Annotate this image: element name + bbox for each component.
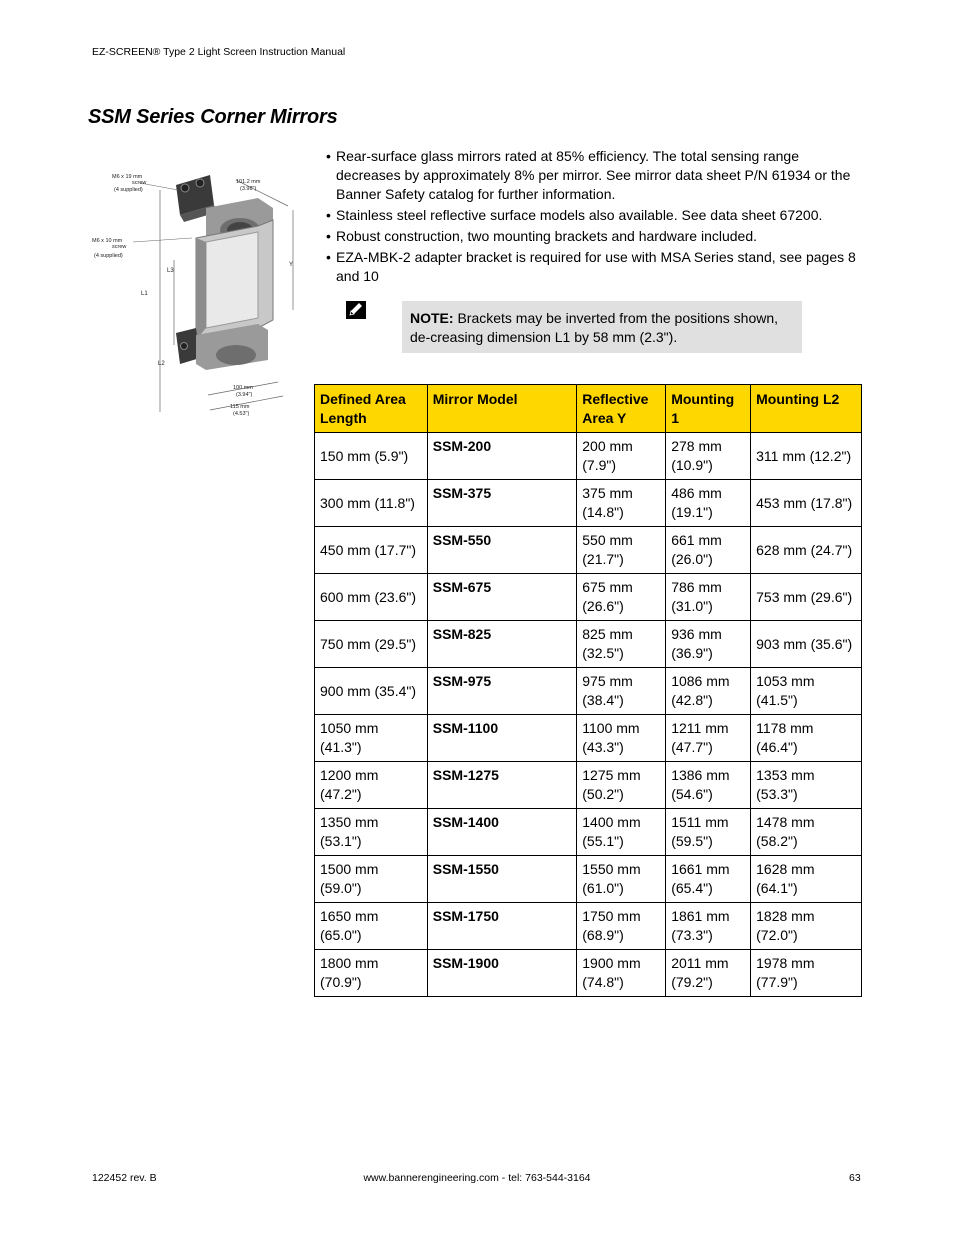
table-row [315, 762, 862, 809]
cell-reflective-area: 375 mm (14.8") [577, 480, 666, 527]
label-l1: L1 [141, 291, 148, 297]
label-l2: L2 [158, 361, 165, 367]
cell-mirror-model: SSM-375 [427, 480, 577, 527]
label-width-bottom-a-2: (3.94") [236, 392, 253, 398]
cell-reflective-area: 200 mm (7.9") [577, 433, 666, 480]
cell-mounting-1: 786 mm (31.0") [666, 574, 751, 621]
label-width-bottom-a-1: 100 mm [233, 385, 253, 391]
cell-mounting-1: 1511 mm (59.5") [666, 809, 751, 856]
cell-mounting-l2: 1828 mm (72.0") [751, 903, 862, 950]
cell-mirror-model: SSM-1900 [427, 950, 577, 997]
cell-reflective-area: 825 mm (32.5") [577, 621, 666, 668]
cell-reflective-area: 1900 mm (74.8") [577, 950, 666, 997]
pencil-icon [345, 300, 367, 322]
col-header-mirror-model: Mirror Model [427, 385, 577, 433]
label-width-top-1: 101.2 mm [236, 179, 261, 185]
cell-mounting-1: 1386 mm (54.6") [666, 762, 751, 809]
cell-mounting-1: 1861 mm (73.3") [666, 903, 751, 950]
cell-reflective-area: 1275 mm (50.2") [577, 762, 666, 809]
cell-mounting-l2: 1978 mm (77.9") [751, 950, 862, 997]
cell-defined-area: 1050 mm (41.3") [315, 715, 428, 762]
col-header-mounting-1: Mounting 1 [666, 385, 751, 433]
table-row [315, 715, 862, 762]
running-header: EZ-SCREEN® Type 2 Light Screen Instruction Manual [92, 46, 346, 58]
cell-mounting-l2: 1353 mm (53.3") [751, 762, 862, 809]
cell-defined-area: 1350 mm (53.1") [315, 809, 428, 856]
feature-list [326, 147, 866, 288]
cell-defined-area: 600 mm (23.6") [315, 574, 428, 621]
note-text: Brackets may be inverted from the positions shown, de-creasing dimension L1 by 58 mm (2.3"). [410, 310, 779, 345]
col-header-mounting-l2: Mounting L2 [751, 385, 862, 433]
cell-defined-area: 1650 mm (65.0") [315, 903, 428, 950]
cell-mounting-l2: 628 mm (24.7") [751, 527, 862, 574]
label-screw-side-1: M6 x 10 mm [92, 238, 123, 244]
cell-reflective-area: 675 mm (26.6") [577, 574, 666, 621]
cell-mounting-1: 1086 mm (42.8") [666, 668, 751, 715]
cell-mirror-model: SSM-675 [427, 574, 577, 621]
label-width-top-2: (3.98") [240, 186, 257, 192]
feature-item: • Rear-surface glass mirrors rated at 85% efficiency. The total sensing range decreases by approximately 8% per mirror. See mirror data sheet P/N 61934 or the Banner Safety catalog for further information. [326, 147, 866, 204]
note-box [402, 301, 802, 353]
label-width-bottom-b-2: (4.53") [233, 411, 250, 417]
table-row [315, 668, 862, 715]
cell-mounting-1: 2011 mm (79.2") [666, 950, 751, 997]
cell-mirror-model: SSM-550 [427, 527, 577, 574]
feature-item: • EZA-MBK-2 adapter bracket is required for use with MSA Series stand, see pages 8 and 10 [326, 248, 866, 286]
table-row [315, 950, 862, 997]
footer-doc-number: 122452 rev. B [92, 1172, 157, 1184]
section-title: SSM Series Corner Mirrors [88, 106, 338, 128]
cell-mounting-l2: 1178 mm (46.4") [751, 715, 862, 762]
table-row [315, 574, 862, 621]
cell-reflective-area: 1550 mm (61.0") [577, 856, 666, 903]
cell-reflective-area: 1750 mm (68.9") [577, 903, 666, 950]
cell-mirror-model: SSM-1100 [427, 715, 577, 762]
cell-reflective-area: 1100 mm (43.3") [577, 715, 666, 762]
page-number: 63 [849, 1172, 861, 1184]
cell-reflective-area: 975 mm (38.4") [577, 668, 666, 715]
cell-reflective-area: 550 mm (21.7") [577, 527, 666, 574]
cell-mirror-model: SSM-1550 [427, 856, 577, 903]
col-header-defined-area: Defined Area Length [315, 385, 428, 433]
table-row [315, 433, 862, 480]
cell-reflective-area: 1400 mm (55.1") [577, 809, 666, 856]
label-screw-top-1: M6 x 19 mm [112, 174, 143, 180]
table-row [315, 621, 862, 668]
label-screw-side-3: (4 supplied) [94, 253, 123, 259]
cell-defined-area: 1800 mm (70.9") [315, 950, 428, 997]
label-width-bottom-b-1: 115 mm [230, 404, 250, 410]
table-row [315, 527, 862, 574]
table-row [315, 809, 862, 856]
cell-mounting-l2: 753 mm (29.6") [751, 574, 862, 621]
table-row [315, 480, 862, 527]
cell-mirror-model: SSM-1400 [427, 809, 577, 856]
footer-contact: www.bannerengineering.com - tel: 763-544-3164 [363, 1172, 591, 1184]
table-header-row [315, 385, 862, 433]
cell-mounting-l2: 453 mm (17.8") [751, 480, 862, 527]
table-row [315, 903, 862, 950]
cell-defined-area: 1200 mm (47.2") [315, 762, 428, 809]
col-header-reflective-area: Reflective Area Y [577, 385, 666, 433]
cell-mounting-l2: 1478 mm (58.2") [751, 809, 862, 856]
cell-mounting-1: 1661 mm (65.4") [666, 856, 751, 903]
feature-item: • Stainless steel reflective surface models also available. See data sheet 67200. [326, 206, 866, 225]
label-screw-side-2: screw [112, 244, 127, 250]
cell-mounting-l2: 1628 mm (64.1") [751, 856, 862, 903]
cell-mirror-model: SSM-825 [427, 621, 577, 668]
cell-defined-area: 900 mm (35.4") [315, 668, 428, 715]
cell-defined-area: 150 mm (5.9") [315, 433, 428, 480]
cell-mounting-1: 661 mm (26.0") [666, 527, 751, 574]
cell-mounting-l2: 1053 mm (41.5") [751, 668, 862, 715]
cell-mounting-1: 486 mm (19.1") [666, 480, 751, 527]
cell-mounting-l2: 311 mm (12.2") [751, 433, 862, 480]
label-y: Y [289, 262, 294, 268]
cell-defined-area: 1500 mm (59.0") [315, 856, 428, 903]
cell-mounting-1: 936 mm (36.9") [666, 621, 751, 668]
note-label: NOTE: [410, 310, 454, 326]
cell-mirror-model: SSM-975 [427, 668, 577, 715]
cell-defined-area: 300 mm (11.8") [315, 480, 428, 527]
cell-mounting-l2: 903 mm (35.6") [751, 621, 862, 668]
feature-item: • Robust construction, two mounting brackets and hardware included. [326, 227, 866, 246]
cell-mirror-model: SSM-1275 [427, 762, 577, 809]
cell-defined-area: 450 mm (17.7") [315, 527, 428, 574]
cell-mounting-1: 1211 mm (47.7") [666, 715, 751, 762]
cell-mirror-model: SSM-200 [427, 433, 577, 480]
corner-mirror-diagram [88, 150, 308, 440]
mirror-spec-table [314, 384, 862, 997]
table-row [315, 856, 862, 903]
cell-mounting-1: 278 mm (10.9") [666, 433, 751, 480]
cell-mirror-model: SSM-1750 [427, 903, 577, 950]
cell-defined-area: 750 mm (29.5") [315, 621, 428, 668]
label-screw-top-3: (4 supplied) [114, 187, 143, 193]
label-l3: L3 [167, 268, 174, 274]
label-screw-top-2: screw [132, 180, 147, 186]
